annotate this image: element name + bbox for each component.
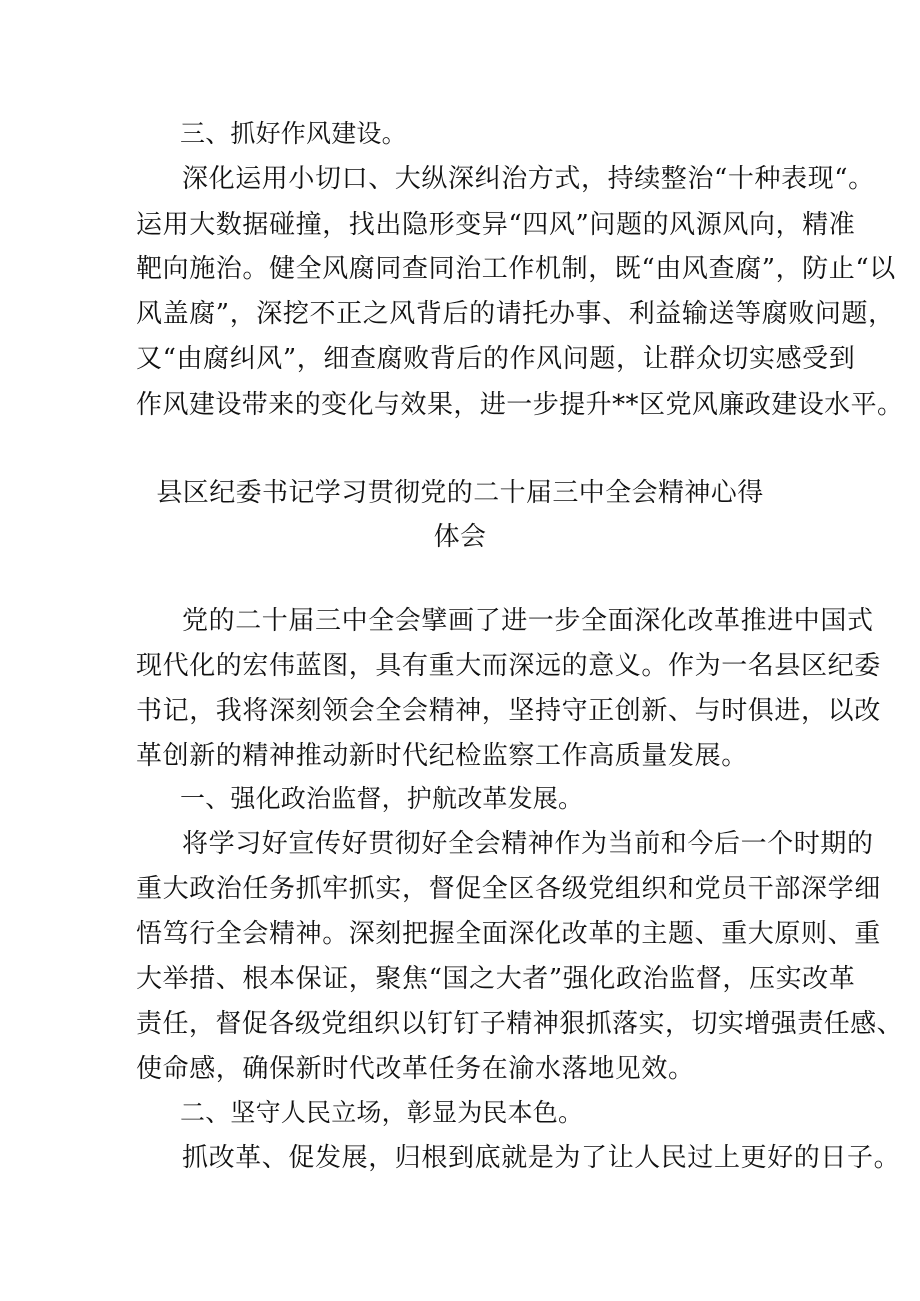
paragraph-line: 党的二十届三中全会擘画了进一步全面深化改革推进中国式 xyxy=(182,606,874,636)
paragraph-line: 革创新的精神推动新时代纪检监察工作高质量发展。 xyxy=(136,741,748,771)
paragraph-line: 使命感，确保新时代改革任务在渝水落地见效。 xyxy=(136,1054,695,1084)
article-title-continued: 体会 xyxy=(433,522,487,552)
section-heading: 三、抓好作风建设。 xyxy=(180,119,407,148)
paragraph-line: 大举措、根本保证，聚焦“国之大者”强化政治监督，压实改革 xyxy=(136,964,856,994)
paragraph-line: 书记，我将深刻领会全会精神，坚持守正创新、与时俱进，以改 xyxy=(136,696,881,726)
section-heading: 一、强化政治监督，护航改革发展。 xyxy=(180,784,584,813)
section-heading: 二、坚守人民立场，彰显为民本色。 xyxy=(180,1098,584,1127)
paragraph-line: 悟笃行全会精神。深刻把握全面深化改革的主题、重大原则、重 xyxy=(136,919,881,949)
paragraph-line: 抓改革、促发展，归根到底就是为了让人民过上更好的日子。 xyxy=(182,1143,901,1173)
paragraph-line: 又“由腐纠风”，细查腐败背后的作风问题，让群众切实感受到 xyxy=(136,344,856,374)
article-title: 县区纪委书记学习贯彻党的二十届三中全会精神心得 xyxy=(156,478,764,508)
paragraph-line: 风盖腐”，深挖不正之风背后的请托办事、利益输送等腐败问题， xyxy=(136,299,895,329)
paragraph-line: 责任，督促各级党组织以钉钉子精神狠抓落实，切实增强责任感、 xyxy=(136,1009,904,1039)
paragraph-line: 靶向施治。健全风腐同查同治工作机制，既“由风查腐”，防止“以 xyxy=(136,254,896,284)
paragraph-line: 将学习好宣传好贯彻好全会精神作为当前和今后一个时期的 xyxy=(182,829,874,859)
paragraph-line: 运用大数据碰撞，找出隐形变异“四风”问题的风源风向，精准 xyxy=(136,210,856,240)
paragraph-line: 作风建设带来的变化与效果，进一步提升**区党风廉政建设水平。 xyxy=(136,390,904,420)
paragraph-line: 现代化的宏伟蓝图，具有重大而深远的意义。作为一名县区纪委 xyxy=(136,651,881,681)
paragraph-line: 重大政治任务抓牢抓实，督促全区各级党组织和党员干部深学细 xyxy=(136,874,881,904)
paragraph-line: 深化运用小切口、大纵深纠治方式，持续整治“十种表现“。 xyxy=(182,164,875,194)
